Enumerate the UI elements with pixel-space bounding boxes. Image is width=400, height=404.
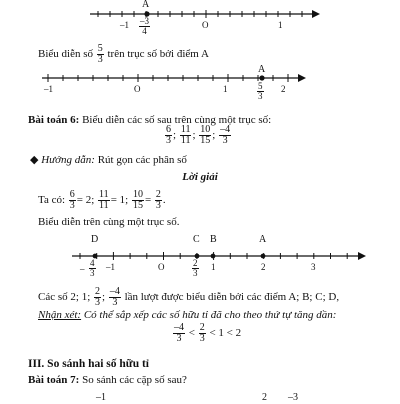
fraction-minus4-3 [173, 323, 185, 344]
fraction-11-11 [98, 190, 110, 211]
fraction-denominator: 11 [99, 200, 109, 211]
tick-label-o: O [134, 84, 141, 94]
arrow-head [312, 10, 320, 18]
tick-label-o: O [158, 262, 165, 272]
guide-label: Hướng dẫn: [41, 154, 95, 166]
fraction-denominator: 3 [112, 297, 118, 308]
fraction-denominator: 3 [97, 54, 103, 65]
fraction-2-3 [199, 323, 206, 344]
tick-fraction-minus3-4 [139, 17, 150, 36]
problem-7-heading [28, 374, 187, 387]
fraction-numerator: 10 [200, 124, 211, 135]
tick-fraction-4-3 [89, 259, 96, 278]
problem-6-text: Biểu diễn các số sau trên cùng một trục số: [82, 114, 272, 126]
fraction-numerator: 5 [97, 43, 103, 54]
point-d-label: D [91, 234, 99, 245]
text-after: trên trục số bởi điểm A [107, 48, 209, 61]
tick-label-3: 3 [311, 262, 316, 272]
taco-prefix: Ta có: [38, 194, 66, 207]
less-than-sign: < [188, 327, 195, 340]
fraction-denominator: 3 [166, 135, 171, 146]
tick-fraction-2-3 [192, 259, 199, 278]
problem-7-partial-1: –1 [96, 392, 106, 403]
section-3-title: III. So sánh hai số hữu tỉ [28, 358, 149, 370]
fraction-minus4-3 [219, 125, 231, 146]
text-before: Biểu diễn số [38, 48, 93, 61]
point-a-label: A [259, 234, 267, 245]
tick-label-minus1: –1 [106, 262, 115, 272]
fraction-numerator: 11 [99, 189, 109, 200]
problem-6-title: Bài toán 6: [28, 114, 80, 126]
fraction-numerator: –4 [109, 286, 120, 297]
represent-text: Biểu diễn trên cùng một trục số. [38, 216, 180, 228]
point-c-label: C [193, 234, 200, 245]
number-line-2 [0, 62, 400, 108]
point-a-marker [261, 254, 266, 259]
fraction-numerator: 5 [258, 81, 263, 91]
numbers-prefix: Các số 2; 1; [38, 291, 91, 304]
fraction-numerator: 4 [90, 258, 95, 268]
tick-label-minus1: –1 [120, 20, 129, 30]
fraction-denominator: 3 [222, 135, 228, 146]
fraction-denominator: 3 [199, 333, 205, 344]
fraction-6-3 [165, 125, 172, 146]
taco-line [38, 190, 166, 211]
point-a-label: A [142, 0, 150, 10]
fraction-denominator: 3 [95, 297, 100, 308]
separator: ; [102, 291, 106, 304]
problem-6-fractions [164, 125, 232, 146]
tick-label-minus1: –1 [44, 84, 53, 94]
arrow-head [298, 74, 306, 82]
separator: ; [192, 129, 196, 142]
fraction-minus4-3 [109, 287, 121, 308]
fraction-numerator: –3 [140, 16, 149, 26]
remark-line [38, 309, 336, 322]
fraction-numerator: –4 [174, 322, 184, 333]
tick-label-2: 2 [281, 84, 286, 94]
point-b-marker [211, 254, 216, 259]
remark-inequality [172, 323, 241, 344]
numbers-line [38, 287, 339, 308]
tick-label-1: 1 [211, 262, 216, 272]
equation-value: = 1; [110, 194, 129, 207]
tick-label-1: 1 [278, 20, 283, 30]
arrow-head [358, 252, 366, 260]
fraction-10-15 [132, 190, 144, 211]
fraction-numerator: 2 [95, 286, 100, 297]
separator: ; [173, 129, 177, 142]
fraction-denominator: 11 [180, 135, 191, 146]
number-line-1 [0, 0, 400, 44]
fraction-denominator: 3 [155, 200, 161, 211]
point-a-label: A [258, 64, 266, 75]
fraction-denominator: 4 [142, 26, 147, 36]
point-a-marker [259, 75, 264, 80]
guide-text: Rút gọn các phân số [97, 154, 187, 166]
numbers-suffix: lần lượt được biểu diễn bởi các điểm A; B; C; D, [124, 291, 340, 304]
fraction-denominator: 3 [193, 268, 198, 278]
fraction-denominator: 3 [176, 333, 182, 344]
point-b-label: B [210, 234, 217, 245]
fraction-denominator: 3 [90, 268, 95, 278]
guide-line [30, 154, 187, 167]
fraction-denominator: 3 [69, 200, 75, 211]
number-line-1-svg [0, 0, 400, 44]
tick-label-2: 2 [261, 262, 266, 272]
number-line-3-svg [0, 230, 400, 284]
period: . [162, 194, 166, 207]
tick-fraction-5-3 [257, 82, 264, 101]
tick-label-1: 1 [223, 84, 228, 94]
number-line-2-svg [0, 62, 400, 108]
fraction-2-3 [94, 287, 101, 308]
diamond-bullet-icon: ◆ [30, 154, 39, 166]
fraction-denominator: 3 [258, 91, 263, 101]
problem-7-partial-3: –3 [288, 392, 298, 403]
equation-value: = 2; [76, 194, 95, 207]
tick-label-o: O [202, 20, 209, 30]
fraction-denominator: 15 [200, 135, 211, 146]
number-line-3 [0, 230, 400, 284]
problem-7-title: Bài toán 7: [28, 374, 80, 386]
fraction-numerator: 10 [132, 189, 143, 200]
fraction-10-15 [199, 125, 211, 146]
separator: ; [212, 129, 216, 142]
fraction-numerator: 2 [199, 322, 205, 333]
fraction-11-11 [180, 125, 192, 146]
fraction-numerator: 6 [166, 124, 171, 135]
problem-7-text: So sánh các cặp số sau? [82, 374, 187, 386]
fraction-numerator: 2 [155, 189, 161, 200]
fraction-numerator: 11 [180, 124, 191, 135]
problem-7-partial-2: 2 [262, 392, 267, 403]
inequality-rest: < 1 < 2 [209, 327, 242, 340]
problem-6-heading [28, 114, 271, 127]
remark-label: Nhận xét: [38, 309, 82, 321]
fraction-numerator: –4 [220, 124, 231, 135]
remark-text: Có thể sắp xếp các số hữu tỉ đã cho theo thứ tự tăng dần: [83, 309, 337, 321]
fraction-6-3 [69, 190, 76, 211]
solution-title: Lời giải [182, 171, 218, 183]
fraction-denominator: 15 [132, 200, 143, 211]
fraction-2-3 [155, 190, 162, 211]
fraction-numerator: 6 [69, 189, 75, 200]
equals-sign: = [144, 194, 152, 207]
fraction-numerator: 2 [193, 258, 198, 268]
tick-neg-sign: – [80, 264, 85, 274]
